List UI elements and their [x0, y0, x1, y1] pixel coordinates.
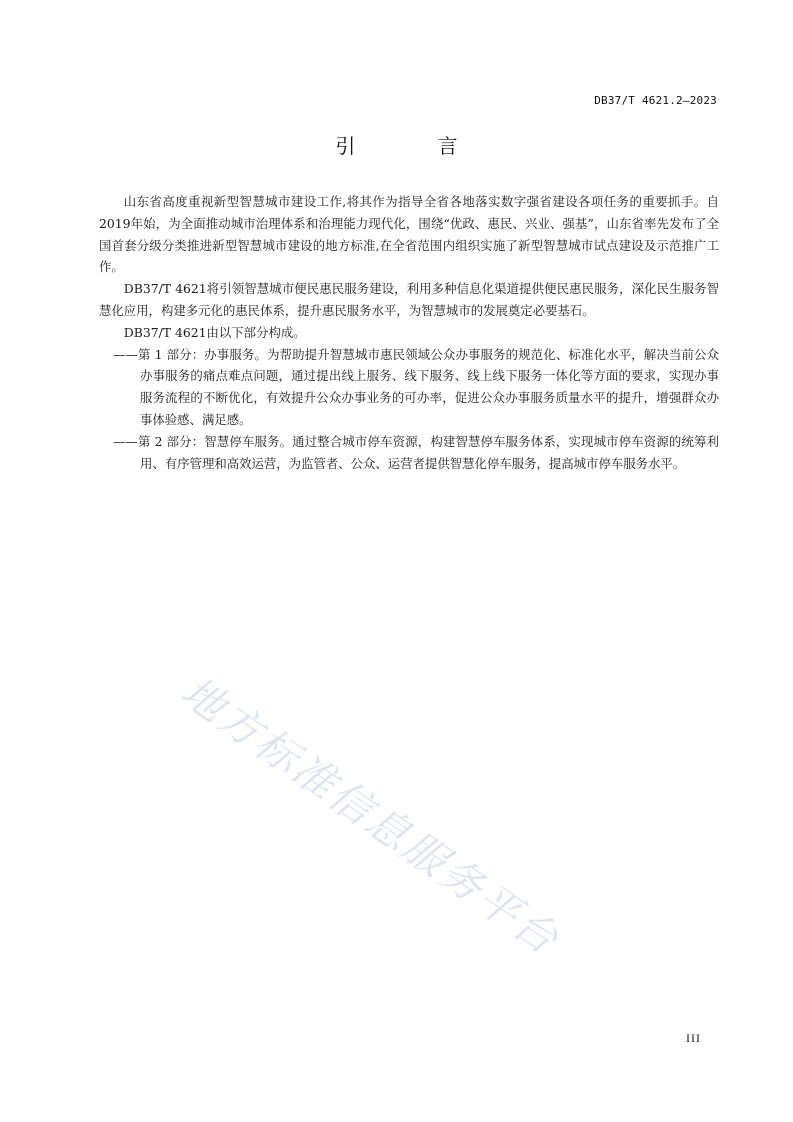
document-code: DB37/T 4621.2—2023: [594, 94, 717, 107]
page-title: 引 言: [335, 134, 496, 158]
introduction-body: [99, 191, 719, 474]
intro-paragraph-2: DB37/T 4621将引领智慧城市便民惠民服务建设，利用多种信息化渠道提供便民惠民服务，深化民生服务智慧化应用，构建多元化的惠民体系，提升惠民服务水平，为智慧城市的发展奠定必要基石。: [99, 281, 719, 318]
intro-paragraph-3: DB37/T 4621由以下部分构成。: [123, 324, 306, 340]
page-number: III: [686, 1031, 701, 1045]
part-1-item: ——第 1 部分：办事服务。为帮助提升智慧城市惠民领域公众办事服务的规范化、标准化水平，解决当前公众办事服务的痛点难点问题，通过提出线上服务、线下服务、线上线下服务一体化等方面的要求，实现办事服务流程的不断优化，有效提升公众办事业务的可办率，促进公众办事服务质量水平的提升，增强群众办事体验感、满足感。: [113, 346, 719, 427]
intro-paragraph-1: 山东省高度重视新型智慧城市建设工作,将其作为指导全省各地落实数字强省建设各项任务的重要抓手。自2019年始，为全面推动城市治理体系和治理能力现代化，围绕“优政、惠民、兴业、强基”，山东省率先发布了全国首套分级分类推进新型智慧城市建设的地方标准,在全省范围内组织实施了新型智慧城市试点建设及示范推广工作。: [99, 194, 719, 275]
part-2-item: ——第 2 部分：智慧停车服务。通过整合城市停车资源，构建智慧停车服务体系，实现城市停车资源的统筹利用、有序管理和高效运营，为监管者、公众、运营者提供智慧化停车服务，提高城市停车服务水平。: [113, 433, 719, 471]
watermark: 地方标准信息服务平台: [172, 666, 570, 965]
